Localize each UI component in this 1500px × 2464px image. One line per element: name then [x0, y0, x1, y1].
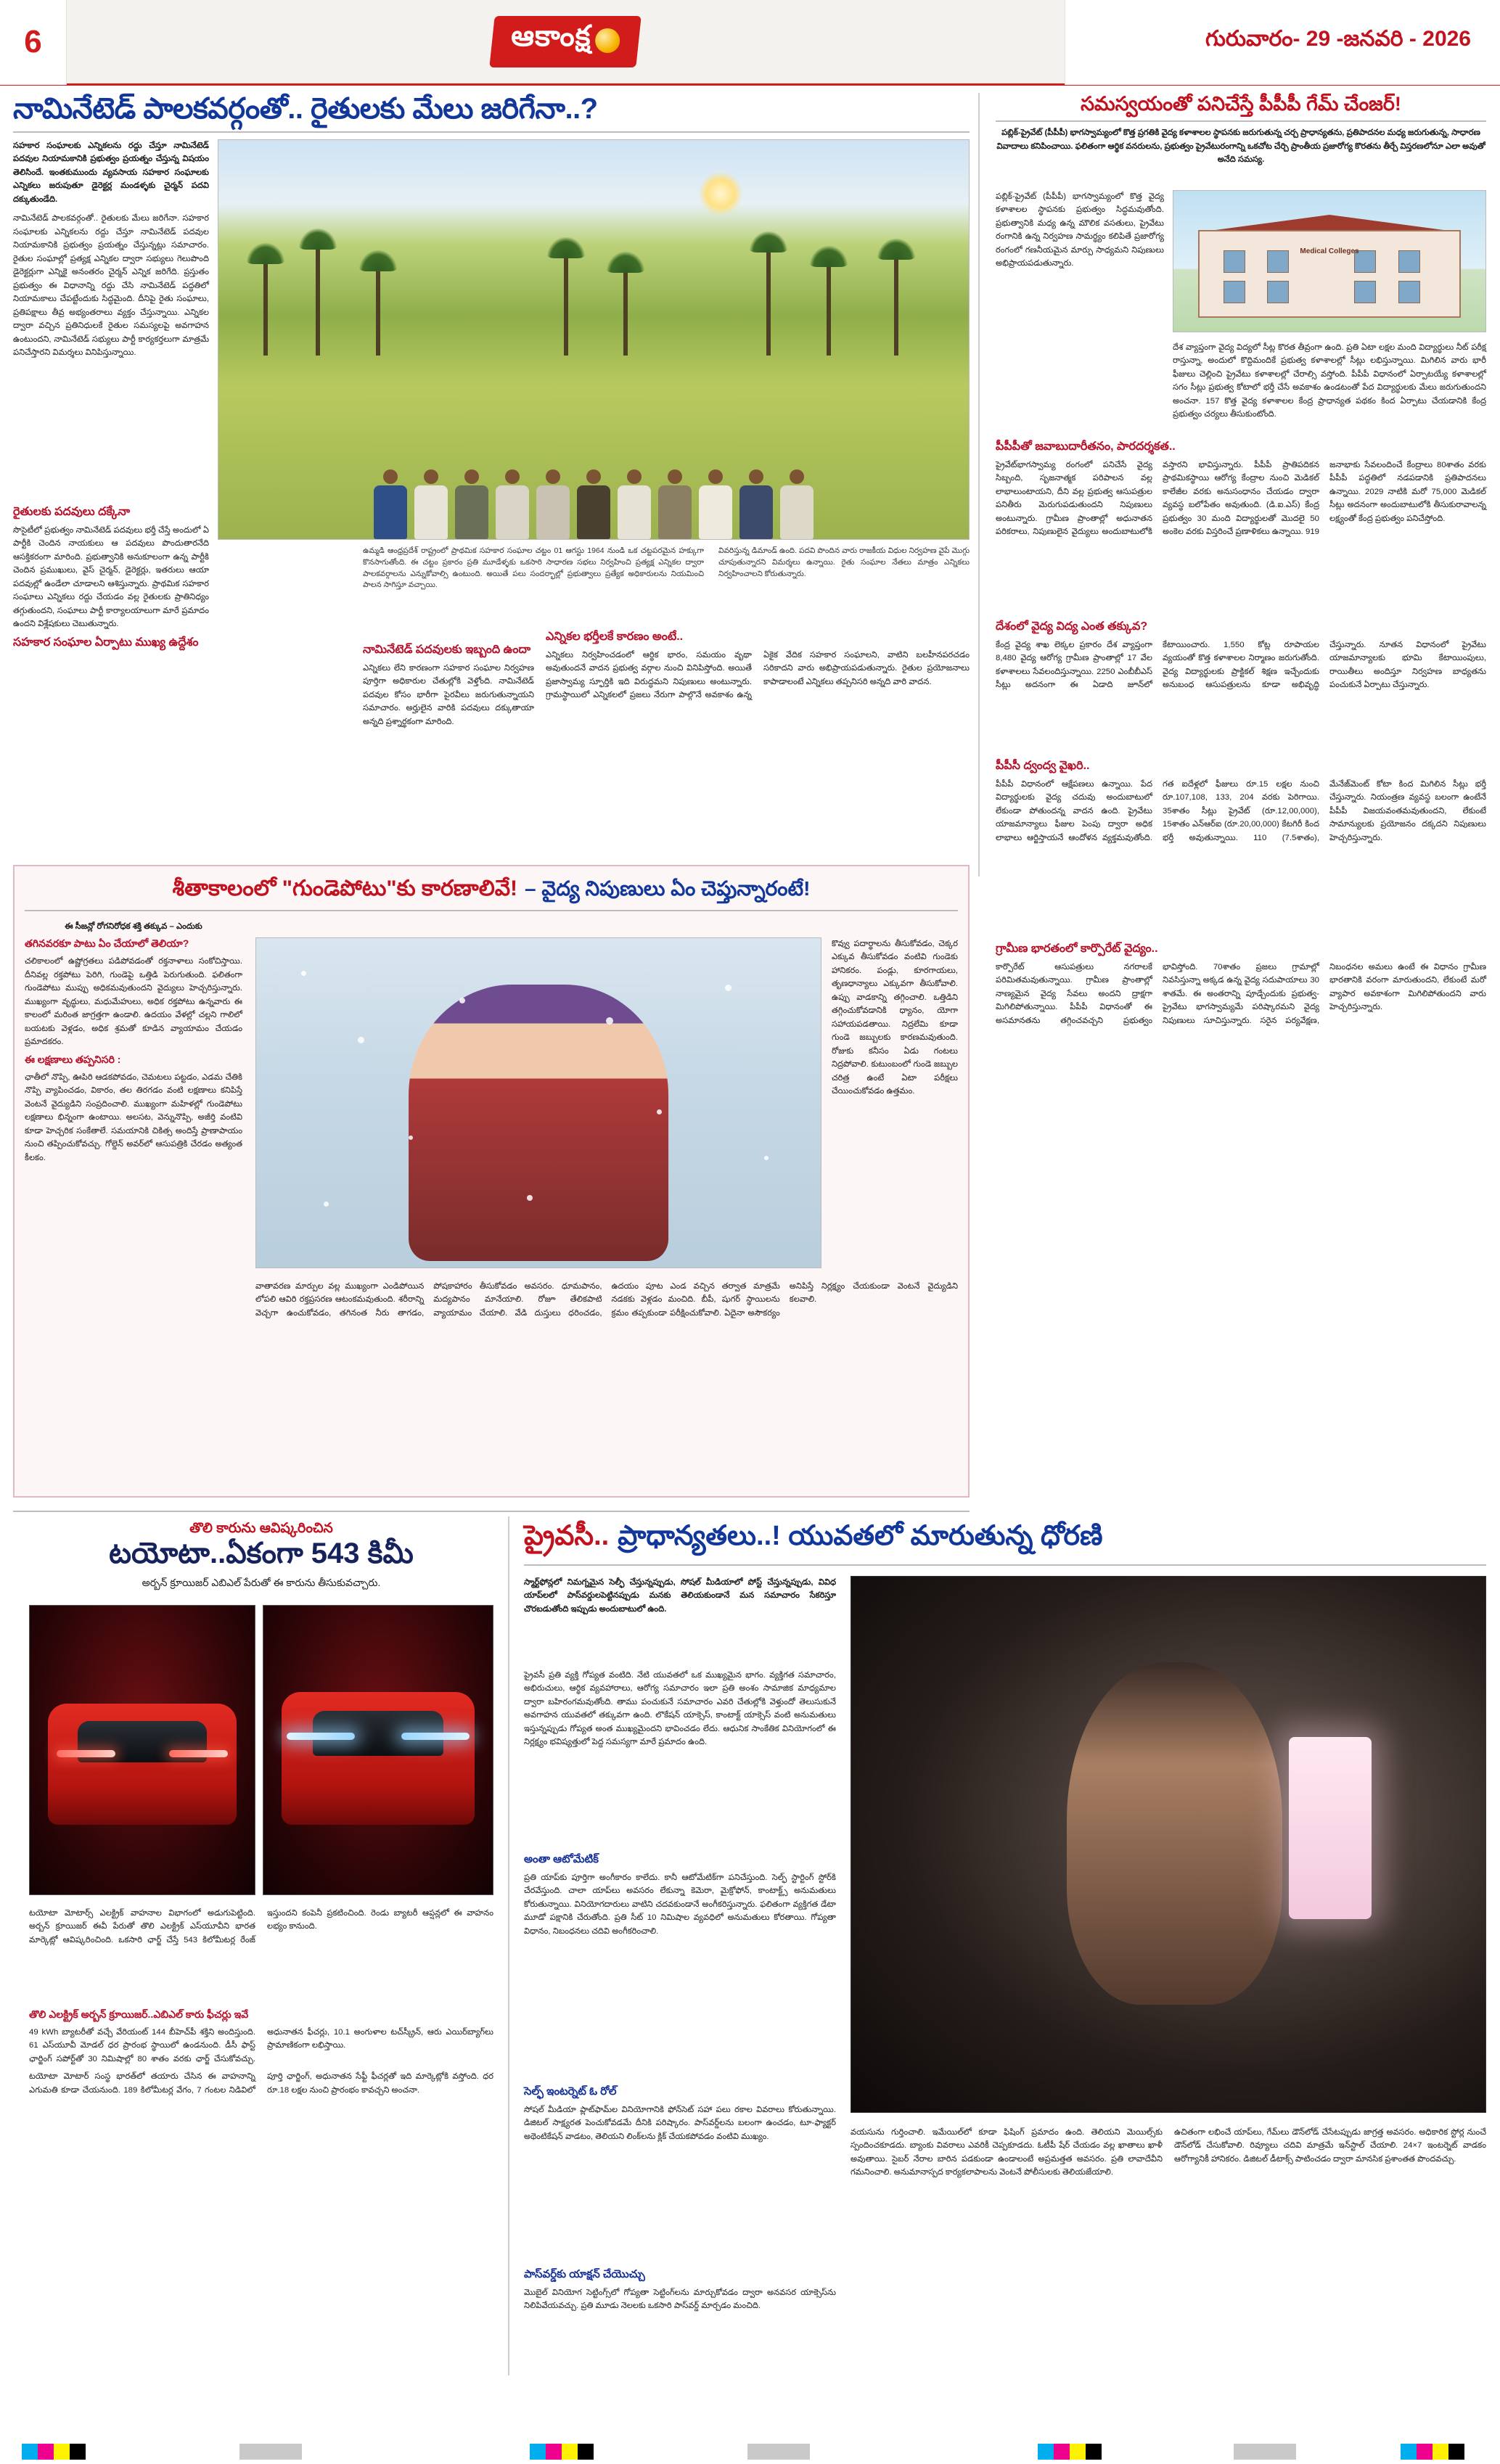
story3-p1: చలికాలంలో ఉష్ణోగ్రతలు పడిపోవడంతో రక్తనాళాలు సంకోచిస్తాయి. దీనివల్ల రక్తపోటు పెరిగి, గుండెపై ఒత్తిడి పెరుగుతుంది. ఫలితంగా గుండెపోటు ముప్పు అధికమవుతుందని వైద్యులు హెచ్చరిస్తున్నారు. ముఖ్యంగా వృద్ధులు, మధుమేహులు, అధిక రక్తపోటు ఉన్నవారు ఈ కాలంలో మరింత జాగ్రత్తగా ఉండాలి. ఉదయం వేళల్లో చల్లని గాలిలో బయటకు వెళ్లడం, అధిక శ్రమతో కూడిన వ్యాయామం చేయడం ప్రమాదకరం.: [25, 957, 242, 1047]
story2-p4: కార్పొరేట్ ఆసుపత్రులు నగరాలకే పరిమితమవుతున్నాయి. గ్రామీణ ప్రాంతాల్లో నాణ్యమైన వైద్య సేవలు అందని ద్రాక్షగా మిగిలిపోతున్నాయి. పీపీపీ విధానంతో ఈ అసమానతను తగ్గించవచ్చని ప్రభుత్వం భావిస్తోంది. 70శాతం ప్రజలు గ్రామాల్లో నివసిస్తున్నా అక్కడ ఉన్న వైద్య సదుపాయాలు 30 శాతమే. ఈ అంతరాన్ని పూడ్చేందుకు ప్రభుత్వ-ప్రైవేటు భాగస్వామ్యమే పరిష్కారమని వైద్య నిపుణులు సూచిస్తున్నారు. సరైన పర్యవేక్షణ, నిబంధనల అమలు ఉంటే ఈ విధానం గ్రామీణ భారతానికి వరంగా మారుతుందని, లేకుంటే మరో వ్యాపార అవకాశంగా మిగిలిపోతుందని వారు హెచ్చరిస్తున్నారు.: [996, 963, 1486, 1025]
story2-photo: [1173, 190, 1486, 332]
story5-p4: మొబైల్ వినియోగ సెట్టింగ్స్‌లో గోప్యతా సెట్టింగ్‌లను మార్చుకోవడం ద్వారా అనవసర యాక్సెస్‌ను నిలిపివేయవచ్చు. ప్రతి మూడు నెలలకు ఒకసారి పాస్‌వర్డ్ మార్చడం మంచిది.: [524, 2288, 836, 2311]
story1-photo: [218, 139, 970, 540]
story1-sub1-wrap: [13, 501, 209, 654]
story4-kicker: తొలి కారును ఆవిష్కరించిన: [189, 1521, 333, 1536]
story2-sec1: [996, 435, 1486, 539]
story-nominated-board: [13, 93, 970, 133]
story2-sub3: పీపీసీ ద్వంద్వ వైఖరి..: [996, 760, 1090, 772]
story2-p2: కేంద్ర వైద్య శాఖ లెక్కల ప్రకారం దేశ వ్యాప్తంగా 8,480 వైద్య ఆరోగ్య గ్రామీణ ప్రాంతాల్లో 17 వేల కళాశాలలు సేవలందిస్తున్నాయి. 2250 ఎంబీబీఎస్ సీట్లు అదనంగా ఈ ఏడాది జూన్‌లో కేటాయించారు. 1,550 కోట్ల రూపాయల వ్యయంతో కొత్త కళాశాలల నిర్మాణం జరుగుతోంది. వైద్య విద్యార్థులకు ప్రాక్టికల్ శిక్షణ ఇచ్చేందుకు అనుబంధ ఆసుపత్రులను కూడా అభివృద్ధి చేస్తున్నారు. నూతన విధానంలో ప్రైవేటు యాజమాన్యాలకు భూమి కేటాయింపులు, రాయితీలు అందిస్తూ నిర్వహణ బాధ్యతను పంచుకునే ఏర్పాటు చేస్తున్నారు.: [996, 641, 1486, 690]
story1-photo-caption-2: వివరిస్తున్న డిమాండ్ ఉంది. పదవి పొందిన వారు రాజకీయ విధుల నిర్వహణ వైపే మొగ్గు చూపుతున్నారని విమర్శలు ఉన్నాయి. రైతు సంఘాల నేతలు మాత్రం ఎన్నికలు నిర్వహించాలని కోరుతున్నారు.: [718, 546, 970, 578]
story5-standfirst: స్మార్ట్‌ఫోన్లలో నిమగ్నమైన సెల్ఫీ చేస్తున్నప్పుడు, సోషల్ మీడియాలో పోస్ట్ చేస్తున్నప్పుడు, వివిధ యాప్‌లలో పాస్‌వర్డులపెట్టినప్పుడు మనకు తెలియకుండానే మన సమాచారం సేకరిస్తూ చొరబడుతోంది ఇప్పుడు అందుబాటులో ఉంది.: [524, 1578, 836, 1614]
story1-sub4-text: ఎన్నికలు నిర్వహించడంలో ఆర్థిక భారం, సమయం వృథా అవుతుందనే వాదన ప్రభుత్వ వర్గాల నుంచి వినిపిస్తోంది. అయితే ప్రజాస్వామ్య స్ఫూర్తికి ఇది విరుద్ధమని నిపుణులు అంటున్నారు. గ్రామస్థాయిలో ఎన్నికలలో ప్రజలు నేరుగా పాల్గొనే అవకాశం ఉన్న ఏకైక వేదిక సహకార సంఘాలని, వాటిని బలహీనపరచడం సరికాదని వారు అభిప్రాయపడుతున్నారు. రైతుల ప్రయోజనాలు కాపాడాలంటే ఎన్నికలు తప్పనిసరి అన్నది వారి వాదన.: [546, 651, 970, 700]
story1-sub4-wrap: [546, 625, 970, 702]
story3-col3: వాతావరణ మార్పుల వల్ల ముఖ్యంగా ఎండిపోయిన లోపలి ఆవిరి రక్తప్రసరణ ఆటంకమవుతుంది. శరీరాన్ని వెచ్చగా ఉంచుకోవడం, తగినంత నీరు తాగడం, పోషకాహారం తీసుకోవడం అవసరం. ధూమపానం, మద్యపానం మానేయాలి. రోజూ తేలికపాటి వ్యాయామం చేయాలి. వేడి దుస్తులు ధరించడం, ఉదయం పూట ఎండ వచ్చిన తర్వాత మాత్రమే నడకకు వెళ్లడం మంచిది. బీపీ, షుగర్ స్థాయిలను క్రమం తప్పకుండా పరీక్షించుకోవాలి. ఏదైనా అసౌకర్యం అనిపిస్తే నిర్లక్ష్యం చేయకుండా వెంటనే వైద్యుడిని కలవాలి.: [255, 1282, 958, 1318]
story4-photo-front: [263, 1605, 493, 1895]
story5-headline-b: ప్రాధాన్యతలు..! యువతలో మారుతున్న ధోరణి: [618, 1521, 1103, 1551]
story1-sub3: నామినేటెడ్ పదవులకు ఇబ్బంది ఉందా: [363, 644, 531, 656]
story3-headline-b: – వైద్య నిపుణులు ఏం చెప్తున్నారంటే!: [525, 877, 811, 900]
column-divider-1: [978, 93, 980, 876]
brand-name: ఆకాంక్ష: [511, 20, 591, 52]
story5-headline-a: ప్రైవసీ..: [524, 1521, 610, 1551]
story1-sub3-text: ఎన్నికలు లేని కారణంగా సహకార సంఘాల నిర్వహణ పూర్తిగా అధికారుల చేతుల్లోకి వెళ్తోంది. నామినేటెడ్ పదవుల కోసం భారీగా పైరవీలు జరుగుతున్నాయని సమాచారం. అర్హులైన వారికి పదవులు దక్కుతాయా అన్నది ప్రశ్నార్థకంగా మారింది.: [363, 664, 534, 726]
story4-sub1: తొలి ఎలక్ట్రిక్ అర్బన్ క్రూయిజర్..ఎబిఎల్ కారు ఫీచర్లు ఇవే: [29, 2008, 249, 2020]
page-number: 6: [0, 0, 67, 85]
brand-logo: [490, 16, 642, 67]
story-privacy-headline: [524, 1521, 1486, 1552]
story5-sec3: [524, 2264, 836, 2313]
divider: [524, 1564, 1486, 1566]
story2-sec2: [996, 615, 1486, 692]
story2-sub4: గ్రామీణ భారతంలో కార్పొరేట్ వైద్యం..: [996, 943, 1158, 955]
edition-date: గురువారం- 29 -జనవరి - 2026: [1065, 0, 1500, 85]
story4-photo-rear: [29, 1605, 255, 1895]
story5-p2: ప్రతి యాప్‌కు పూర్తిగా అంగీకారం కాలేదు. కానీ ఆటోమేటిక్‌గా పనిచేస్తుంది. సెల్ఫ్ స్టార్టింగ్ స్టోర్‌కి చేరవేస్తుంది. చాలా యాప్‌లు అవసరం లేకున్నా కెమెరా, మైక్రోఫోన్, కాంటాక్ట్స్ అనుమతులు కోరుతున్నాయి. వినియోగదారులు వాటిని చదవకుండానే అంగీకరిస్తున్నారు. ఫలితంగా వ్యక్తిగత డేటా మూడో పక్షానికి చేరుతోంది. ప్రతి సీట్ 10 నిమిషాల వ్యవధిలో అనుమతులు కోరతాయి. గోప్యతా విధానం, నిబంధనలు చదివి అంగీకరించాలి.: [524, 1873, 836, 1936]
story1-sub1-text: సొసైటీలో ప్రభుత్వం నామినేటెడ్ పదవులు భర్తీ చేస్తే అందులో ఏ పార్టీకి చెందిన నాయకులు ఆ పదవులు పొందుతారనేది ఆసక్తికరంగా మారింది. ప్రభుత్వానికి అనుకూలంగా ఉన్న పార్టీకి చెందిన ప్రముఖులు, వైస్ చైర్మన్, డైరెక్టర్లు, ఇతరులు ఆయా పదవుల్లో ఉండేలా చూడాలని ఆశిస్తున్నారు. ప్రాథమిక సహకార సంఘాలు ఎన్నికలు రద్దు చేయడం వల్ల రైతులకు ప్రాతినిధ్యం తగ్గుతుందని, సంఘాలు పార్టీ కార్యాలయాలుగా మారే ప్రమాదం ఉందని విశ్లేషకులు చెబుతున్నారు.: [13, 526, 209, 629]
story4-p1: టయోటా మోటార్స్ ఎలక్ట్రిక్ వాహనాల విభాగంలో అడుగుపెట్టింది. అర్బన్ క్రూయిజర్ ఈవీ పేరుతో తొలి ఎలక్ట్రిక్ ఎస్‌యూవీని భారత మార్కెట్లో ఆవిష్కరించింది. ఒకసారి ఛార్జ్ చేస్తే 543 కిలోమీటర్ల రేంజ్ ఇస్తుందని కంపెనీ ప్రకటించింది. రెండు బ్యాటరీ ఆప్షన్లలో ఈ వాహనం లభ్యం కానుంది.: [29, 1909, 493, 1944]
story1-sub3-wrap: [363, 638, 534, 728]
divider: [13, 1511, 970, 1512]
story2-col2: దేశ వ్యాప్తంగా వైద్య విద్యలో సీట్ల కొరత తీవ్రంగా ఉంది. ప్రతి ఏటా లక్షల మంది విద్యార్థులు నీట్ పరీక్ష రాస్తున్నా, అందులో కొద్దిమందికే ప్రభుత్వ కళాశాలల్లో సీట్లు లభిస్తున్నాయి. మిగిలిన వారు భారీ ఫీజులు చెల్లించి ప్రైవేటు కళాశాలల్లో చేరాల్సి వస్తోంది. పీపీపీ విధానంలో ఏర్పాటయ్యే కళాశాలల్లో సగం సీట్లు ప్రభుత్వ కోటాలో భర్తీ చేసే అవకాశం ఉండటంతో పేద విద్యార్థులకు మేలు జరుగుతుందని అంచనా. 157 కొత్త వైద్య కళాశాలల కేంద్ర ప్రాధాన్యత పథకం కింద ఏర్పాటు చేయడానికి కేంద్ర ప్రభుత్వం చర్యలు తీసుకుంటోంది.: [1173, 343, 1486, 419]
story5-p3: సోషల్ మీడియా ప్లాట్‌ఫామ్‌ల వినియోగానికి ఫోన్‌సెట్ సహా పలు రకాల వివరాలు కోరుతున్నాయి. డిజిటల్ సాక్ష్యరత పెంచుకోవడమే దీనికి పరిష్కారం. పాస్‌వర్డ్‌లను బలంగా ఉంచడం, టూ-ఫ్యాక్టర్ అథెంటికేషన్ వాడటం, తెలియని లింక్‌లను క్లిక్ చేయకపోవడం వంటివి ముఖ్యం.: [524, 2106, 836, 2141]
story5-sub1: అంతా ఆటోమేటిక్: [524, 1853, 599, 1865]
story5-sub3: పాస్‌వర్డ్‌కు యాక్షన్ చేయొచ్చు: [524, 2268, 645, 2280]
story5-p5: వయసును గుర్తించాలి. ఇమేయిల్‌లో కూడా ఫిషింగ్ ప్రమాదం ఉంది. తెలియని మెయిల్స్‌కు స్పందించకూడదు. బ్యాంకు వివరాలు ఎవరికీ చెప్పకూడదు. ఓటీపీ షేర్ చేయడం వల్ల ఖాతాలు ఖాళీ అవుతాయి. సైబర్ నేరాల బారిన పడకుండా ఉండాలంటే అప్రమత్తత అవసరం. ప్రతి లావాదేవీని గమనించాలి. అనుమానాస్పద కార్యకలాపాలను వెంటనే పోలీసులకు తెలియజేయాలి.: [851, 2128, 1163, 2177]
story1-sub4: ఎన్నికల భర్తీలకే కారణం అంటే..: [546, 631, 684, 643]
masthead: [0, 0, 1500, 86]
story5-photo: [851, 1576, 1486, 2113]
story2-sub1: పీపీపీతో జవాబుదారీతనం, పారదర్శకత..: [996, 440, 1176, 453]
story2-p1: ప్రైవేట్‌భాగస్వామ్య రంగంలో పనిచేసే వైద్య సిబ్బంది, సృజనాత్మక పరిపాలన వల్ల లాభాలుంటాయని, దీని వల్ల ప్రభుత్వ ఆసుపత్రుల పనితీరు మెరుగుపడుతుందని నిపుణులు అంటున్నారు. గ్రామీణ ప్రాంతాల్లో అధునాతన పరికరాలు, నిపుణులైన వైద్యులు అందుబాటులోకి వస్తారని భావిస్తున్నారు. పీపీపీ ప్రాతిపదికన ప్రాథమికస్థాయి ఆరోగ్య కేంద్రాల నుంచి మెడికల్ కాలేజీల వరకు అనుసంధానం చేయడం ద్వారా వ్యవస్థ బలోపేతం అవుతుంది. (డి.ఐ.ఎస్) కేంద్ర ప్రభుత్వం 30 మంది విద్యార్థులతో మొదలై 50 అంకెల వరకు విస్తరించే ప్రణాళికలు ఉన్నాయి. 919 జనాభాకు సేవలందించే కేంద్రాలు 80శాతం వరకు పీపీపీ పద్ధతిలో నడపడానికి ప్రతిపాదనలు ఉన్నాయి. 2029 నాటికి మరో 75,000 మెడికల్ సీట్లు అదనంగా అందుబాటులోకి తీసుకురావాలన్న లక్ష్యంతో కేంద్ర ప్రభుత్వం పనిచేస్తోంది.: [996, 461, 1486, 537]
story2-sec3: [996, 755, 1486, 845]
story4-sec: [29, 2004, 493, 2097]
story1-photo-caption: ఉమ్మడి ఆంధ్రప్రదేశ్ రాష్ట్రంలో ప్రాథమిక సహకార సంఘాల చట్టం 01 ఆగస్టు 1964 నుండి ఒక చట్టపరమైన హక్కుగా కొనసాగుతోంది. ఈ చట్టం ప్రకారం ప్రతి మూడేళ్ళకు ఒకసారి సాధారణ సభలు నిర్వహించి ప్రత్యక్ష ఎన్నికల ద్వారా పాలకవర్గాలను ఎన్నుకోవాల్సి ఉంటుంది. అయితే పలు సందర్భాల్లో ప్రభుత్వాలు ప్రత్యేక అధికారులను నియమించి పాలన సాగిస్తూ వచ్చాయి.: [363, 546, 704, 590]
story1-col1: సహకార సంఘాలకు ఎన్నికలను రద్దు చేస్తూ నామినేటెడ్ పదవుల నియామకానికి ప్రభుత్వం ప్రయత్నం చేస్తున్న విషయం తెలిసిందే. ఇంతకుముందు వ్యవసాయ సహకార సంఘాలకు ఎన్నికలు జరుపుతూ డైరెక్టర్ల మండళ్ళకు చైర్మన్ పదవి దక్కుతుండేది. నామినేటెడ్ పాలకవర్గంతో.. రైతులకు మేలు జరిగేనా. సహకార సంఘాలకు ఎన్నికలను రద్దు చేస్తూ నామినేటెడ్ పదవుల నియామకానికి ప్రభుత్వం ప్రయత్నం చేస్తున్నట్లు సమాచారం. రైతుల సంఘాల్లో ప్రత్యక్ష ఎన్నికల ద్వారా సభ్యులు గెలుపొంది డైరెక్టర్లుగా ఎన్నికై అనంతరం చైర్మన్ ఎన్నిక జరిగేది. ప్రస్తుతం ప్రభుత్వం ఈ విధానాన్ని రద్దు చేసి నామినేటెడ్ పద్ధతిలో నియామకాలు చేపట్టేందుకు సిద్ధమైంది. దీనిపై రైతు సంఘాలు, ప్రతిపక్షాలు తీవ్ర అభ్యంతరాలు వ్యక్తం చేస్తున్నాయి. ఎన్నికల ద్వారా వచ్చిన ప్రతినిధులకే రైతుల సమస్యలపై అవగాహన ఉంటుందని, నామినేటెడ్ సభ్యులు పార్టీ కార్యకర్తలుగా మాత్రమే పనిచేస్తారని విమర్శలు వినిపిస్తున్నాయి.: [13, 141, 209, 358]
logo-swoosh-icon: [596, 28, 620, 53]
story3-sub1: తగినవరకూ పాటు ఏం చేయాలో తెలియా?: [25, 937, 189, 950]
story2-standfirst: పబ్లిక్-ప్రైవేట్ (పీపీపీ) భాగస్వామ్యంలో కొత్త ప్రగతికి వైద్య కళాశాలల స్థాపనకు జరుగుతున్న చర్చ ప్రాధాన్యతను, ప్రతిపాదనల మధ్య జరుగుతున్న, సాధారణ వివాదాలు కనిపించాయి. ఫలితంగా ఆర్థిక వనరులను, ప్రభుత్వం ప్రైవేటురంగాన్ని ఒకచోట చేర్చి ప్రాంతీయ ప్రజారోగ్య కొరతను తీర్చే విస్తరణలోనూ ఎలా అవుతో అనేది సమస్య.: [996, 128, 1485, 165]
masthead-logo-wrap: [67, 16, 1065, 67]
story-toyota: [29, 1521, 493, 1591]
ppp-building-label: Medical Colleges: [1300, 247, 1359, 255]
story5-p1: ప్రైవసీ ప్రతి వ్యక్తి గోప్యత వంటిది. నేటి యువతలో ఒక ముఖ్యమైన భాగం. వ్యక్తిగత సమాచారం, అభిరుచులు, ఆర్థిక వ్యవహారాలు, ఆరోగ్య సమాచారం ఇలా ప్రతి అంశం సామాజిక మాధ్యమాల ద్వారా బహిరంగమవుతోంది. తాము పంచుకునే సమాచారం ఎవరి చేతుల్లోకి వెళ్తుందో తెలుసుకునే అవగాహన యువతలో తక్కువగా ఉంది. లొకేషన్ యాక్సెస్, కాంటాక్ట్ యాక్సెస్ వంటి అనుమతులు ఇస్తున్నప్పుడు గోప్యత అంత ముఖ్యమైందని భావించడం లేదు. ఆధునిక సాంకేతిక వినియోగంలో ఈ నిర్లక్ష్యం భవిష్యత్తులో పెద్ద సమస్యగా మారే ప్రమాదం ఉంది.: [524, 1671, 836, 1747]
divider: [996, 120, 1486, 122]
story1-sub2: సహకార సంఘాల ఏర్పాటు ముఖ్య ఉద్దేశం: [13, 636, 199, 649]
story2-headline: సమస్వయంతో పనిచేస్తే పీపీపీ గేమ్ చేంజర్!: [1081, 93, 1401, 115]
story4-headline: టయోటా..ఏకంగా 543 కిమీ: [109, 1537, 414, 1570]
story2-sec4: [996, 937, 1486, 1027]
story5-sec2: [524, 2081, 836, 2143]
divider: [13, 131, 970, 133]
story4-subline: అర్బన్ క్రూయిజర్ ఎబిఎల్ పేరుతో ఈ కారును తీసుకువచ్చారు.: [142, 1577, 381, 1589]
story5-sub2: సెల్ఫ్ ఇంటర్నెట్ ఓ రోల్: [524, 2085, 617, 2098]
story3-headline-wrap: [25, 876, 958, 901]
story5-p6: ఉచితంగా లభించే యాప్‌లు, గేమ్‌లు డౌన్‌లోడ్ చేసేటప్పుడు జాగ్రత్త అవసరం. అధికారిక స్టోర్ల నుంచే డౌన్‌లోడ్ చేసుకోవాలి. రివ్యూలు చదివి మాత్రమే ఇన్‌స్టాల్ చేయాలి. 24×7 ఇంటర్నెట్ వాడకం ఆరోగ్యానికీ హానికరం. డిజిటల్ డీటాక్స్ పాటించడం ద్వారా మానసిక ప్రశాంతత పొందవచ్చు.: [1174, 2128, 1486, 2164]
story1-headline: నామినేటెడ్ పాలకవర్గంతో.. రైతులకు మేలు జరిగేనా..?: [13, 93, 598, 125]
story3-photo: [255, 937, 821, 1268]
story3-sub2: ఈ లక్షణాలు తప్పనిసరి :: [25, 1053, 121, 1065]
divider: [25, 910, 958, 911]
story3-p2: ఛాతీలో నొప్పి, ఊపిరి ఆడకపోవడం, చెమటలు పట్టడం, ఎడమ చేతికి నొప్పి వ్యాపించడం, వికారం, తల తిరగడం వంటి లక్షణాలు కనిపిస్తే వెంటనే వైద్యుడిని సంప్రదించాలి. ముఖ్యంగా మహిళల్లో గుండెపోటు లక్షణాలు భిన్నంగా ఉంటాయి. అలసట, వెన్నునొప్పి, అజీర్తి వంటివి కూడా హెచ్చరిక సంకేతాలే. సమయానికి చికిత్స అందిస్తే ప్రాణాపాయం నుంచి తప్పించుకోవచ్చు. గోల్డెన్ అవర్‌లో ఆసుపత్రికి చేరడం అత్యంత కీలకం.: [25, 1072, 242, 1162]
story3-kicker: ఈ సీజన్లో రోగనిరోధక శక్తి తక్కువ – ఎందుకు: [65, 922, 202, 931]
story4-p3: టయోటా మోటార్ సంస్థ భారత్‌లో తయారు చేసిన ఈ వాహనాన్ని ఎగుమతి కూడా చేయనుంది. 189 కిలోమీటర్ల వేగం, 7 గంటల నిడివిలో పూర్తి ఛార్జింగ్, అధునాతన సేఫ్టీ ఫీచర్లతో ఇది మార్కెట్లోకి వస్తోంది. ధర రూ.18 లక్షల నుంచి ప్రారంభం కావచ్చని అంచనా.: [29, 2072, 493, 2095]
story2-sub2: దేశంలో వైద్య విద్య ఎంత తక్కువ?: [996, 620, 1148, 633]
story-ppp: [996, 93, 1486, 167]
column-divider-2: [508, 1516, 509, 2375]
story3-left: [25, 920, 242, 1165]
story2-col1: పబ్లిక్-ప్రైవేట్ (పీపీపీ) భాగస్వామ్యంలో కొత్త వైద్య కళాశాలల స్థాపనకు ప్రభుత్వం సిద్ధమవుతోంది. ప్రభుత్వానికి మధ్య ఉన్న మౌలిక వసతులు, ప్రైవేటు రంగానికి ఉన్న నిర్వహణ సామర్థ్యం కలిపితే ప్రజారోగ్య రంగంలో గణనీయమైన మార్పు సాధ్యమని నిపుణులు అభిప్రాయపడుతున్నారు.: [996, 192, 1164, 268]
story2-p3: పీపీపీ విధానంలో ఆక్షేపణలు ఉన్నాయి. పేద విద్యార్థులకు వైద్య చదువు అందుబాటులో లేకుండా పోతుందన్న వాదన ఉంది. ప్రైవేటు యాజమాన్యాలు ఫీజుల పెంపు ద్వారా అధిక లాభాలు ఆర్జిస్తాయనే ఆందోళన వ్యక్తమవుతోంది. గత ఐదేళ్లలో ఫీజులు రూ.15 లక్షల నుంచి రూ.107,108, 133, 204 వరకు పెరిగాయి. 35శాతం సీట్లు ప్రైవేట్ (రూ.12,00,000), 15శాతం ఎన్ఆర్ఐ (రూ.20,00,000) కేటగిరీ కింద భర్తీ అవుతున్నాయి. 110 (7.5శాతం), మేనేజ్‌మెంట్ కోటా కింద మిగిలిన సీట్లు భర్తీ చేస్తున్నారు. నియంత్రణ వ్యవస్థ బలంగా ఉంటేనే పీపీపీ విజయవంతమవుతుందని, లేకుంటే సామాన్యులకు ప్రయోజనం దక్కదని నిపుణులు హెచ్చరిస్తున్నారు.: [996, 780, 1486, 842]
story5-sec1: [524, 1849, 836, 1938]
story1-sub1: రైతులకు పదవులు దక్కేనా: [13, 506, 131, 518]
story3-col4: కొవ్వు పదార్థాలను తీసుకోవడం, చెక్కర ఎక్కువ తీసుకోవడం వంటివి గుండెకు హానికరం. పండ్లు, కూరగాయలు, తృణధాన్యాలు ఎక్కువగా తీసుకోవాలి. ఉప్పు వాడకాన్ని తగ్గించాలి. ఒత్తిడిని తగ్గించుకోవడానికి ధ్యానం, యోగా సహాయపడతాయి. నిద్రలేమి కూడా గుండె జబ్బులకు కారణమవుతుంది. రోజుకు కనీసం ఏడు గంటలు నిద్రపోవాలి. కుటుంబంలో గుండె జబ్బుల చరిత్ర ఉంటే ఏటా పరీక్షలు చేయించుకోవడం ఉత్తమం.: [832, 940, 958, 1096]
story3-headline-a: శీతాకాలంలో "గుండెపోటు"కు కారణాలివే!: [172, 876, 518, 900]
story4-p2: 49 kWh బ్యాటరీతో వచ్చే వేరియంట్ 144 బీహెచ్‌పీ శక్తిని అందిస్తుంది. 61 ఎస్‌యూవీ మోడల్ ధర ప్రారంభ స్థాయిలో ఉండనుంది. డీసీ ఫాస్ట్ ఛార్జింగ్ సపోర్ట్‌తో 30 నిమిషాల్లో 80 శాతం వరకు ఛార్జ్ చేసుకోవచ్చు. అధునాతన ఫీచర్లు, 10.1 అంగుళాల టచ్‌స్క్రీన్, ఆరు ఎయిర్‌బ్యాగ్‌లు ప్రామాణికంగా లభిస్తాయి.: [29, 2028, 493, 2063]
print-registration-bars: [0, 2439, 1500, 2464]
